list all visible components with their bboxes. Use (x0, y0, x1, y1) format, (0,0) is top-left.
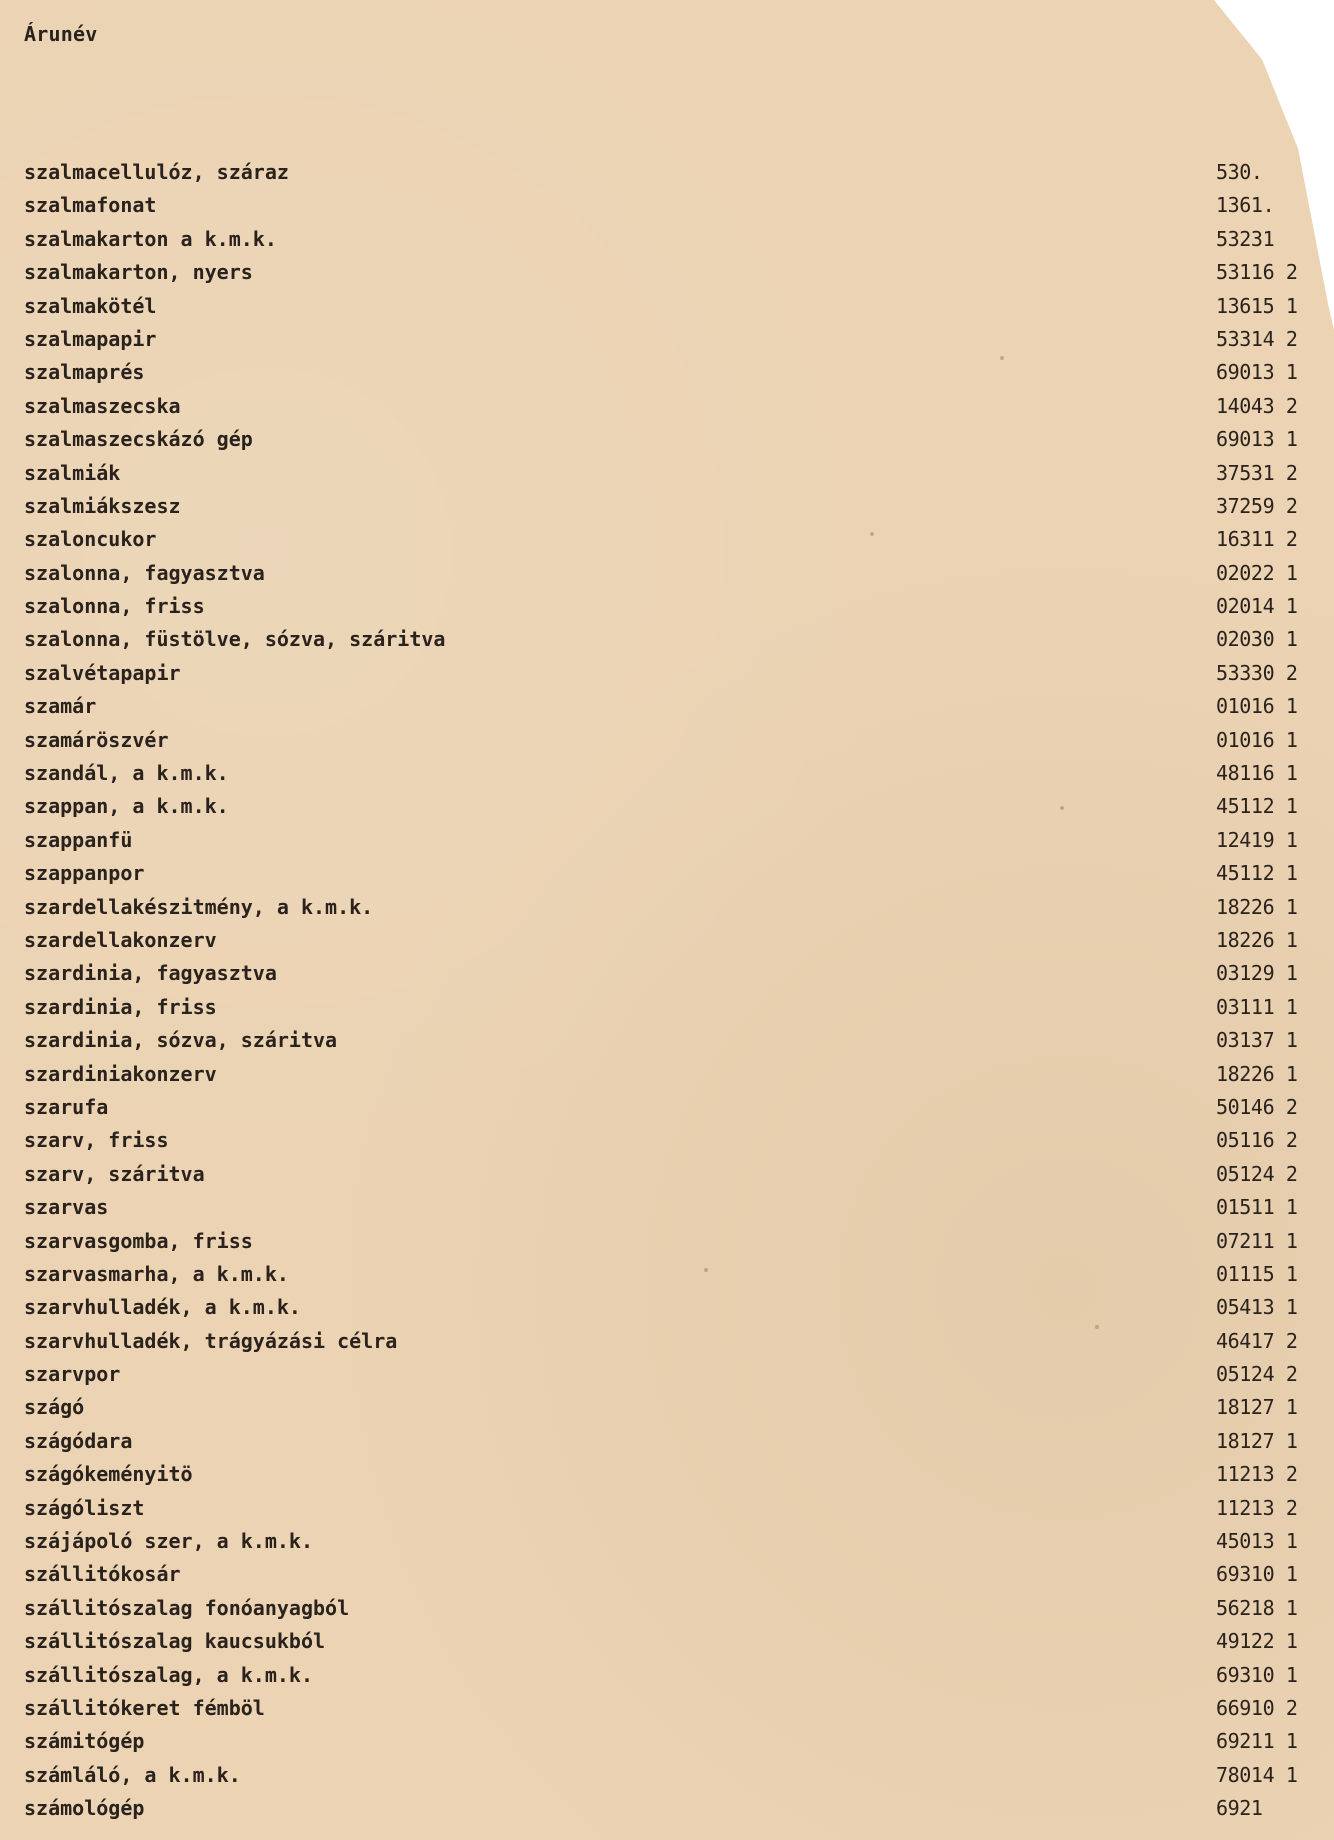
product-name: szardellakonzerv (24, 927, 217, 952)
list-item (24, 1258, 1334, 1291)
product-name: szardellakészitmény, a k.m.k. (24, 894, 374, 919)
list-item (24, 1625, 1334, 1658)
product-code: 48116 1 (1216, 761, 1298, 786)
paper-speck (1095, 1325, 1099, 1329)
product-code: 12419 1 (1216, 827, 1298, 852)
product-code: 05124 2 (1216, 1362, 1298, 1387)
product-code: 03129 1 (1216, 961, 1298, 986)
product-code: 13615 1 (1216, 293, 1298, 318)
product-name: számláló, a k.m.k. (24, 1762, 241, 1787)
list-item (24, 1458, 1334, 1491)
product-code: 53330 2 (1216, 660, 1298, 685)
product-code: 46417 2 (1216, 1328, 1298, 1353)
product-code: 69013 1 (1216, 360, 1298, 385)
product-name: szardiniakonzerv (24, 1061, 217, 1086)
product-code: 05413 1 (1216, 1295, 1298, 1320)
list-item (24, 490, 1334, 523)
list-item (24, 523, 1334, 556)
product-name: szalmakarton, nyers (24, 260, 253, 285)
list-item (24, 1425, 1334, 1458)
product-name: szállitószalag kaucsukból (24, 1629, 326, 1654)
product-code: 03111 1 (1216, 994, 1298, 1019)
list-item (24, 1558, 1334, 1591)
list-item (24, 390, 1334, 423)
product-code: 18226 1 (1216, 1061, 1298, 1086)
list-item (24, 657, 1334, 690)
product-name: számitógép (24, 1729, 145, 1754)
product-code: 02014 1 (1216, 594, 1298, 619)
product-name: szalmacellulóz, száraz (24, 160, 289, 184)
list-item (24, 1492, 1334, 1525)
product-name: szalonna, fagyasztva (24, 560, 265, 585)
product-name: szalmaszecska (24, 393, 181, 418)
product-code: 530. (1216, 160, 1263, 184)
list-item (24, 924, 1334, 957)
product-name: szállitószalag fonóanyagból (24, 1595, 350, 1620)
list-item (24, 1325, 1334, 1358)
list-item (24, 1191, 1334, 1224)
product-code: 78014 1 (1216, 1762, 1298, 1787)
product-code: 02022 1 (1216, 560, 1298, 585)
product-code: 16311 2 (1216, 527, 1298, 552)
product-name: szállitószalag, a k.m.k. (24, 1662, 313, 1687)
list-item (24, 957, 1334, 990)
product-name: szarv, száritva (24, 1161, 205, 1186)
list-item (24, 1091, 1334, 1124)
product-code: 01016 1 (1216, 694, 1298, 719)
product-name: szarvpor (24, 1362, 121, 1387)
product-name: szamáröszvér (24, 727, 169, 752)
list-item (24, 1725, 1334, 1758)
list-item (24, 991, 1334, 1024)
list-item (24, 290, 1334, 323)
list-item (24, 457, 1334, 490)
paper-speck (1060, 806, 1064, 810)
list-item (24, 1225, 1334, 1258)
product-code: 01511 1 (1216, 1195, 1298, 1220)
product-name: szágódara (24, 1428, 133, 1453)
list-item (24, 1158, 1334, 1191)
product-name: szalmafonat (24, 193, 157, 218)
product-code: 18127 1 (1216, 1395, 1298, 1420)
list-item (24, 1792, 1334, 1825)
list-item (24, 790, 1334, 823)
column-header: Árunév (24, 22, 98, 46)
list-item (24, 623, 1334, 656)
product-name: szarvas (24, 1195, 109, 1220)
product-name: szappan, a k.m.k. (24, 794, 229, 819)
product-name: szarvhulladék, a k.m.k. (24, 1295, 301, 1320)
list-item (24, 824, 1334, 857)
list-item (24, 724, 1334, 757)
product-code: 01115 1 (1216, 1261, 1298, 1286)
product-code: 37259 2 (1216, 493, 1298, 518)
product-name: szalmaszecskázó gép (24, 427, 253, 452)
product-name: szarvhulladék, trágyázási célra (24, 1328, 398, 1353)
product-name: szállitókosár (24, 1562, 181, 1587)
list-item (24, 757, 1334, 790)
product-code: 07211 1 (1216, 1228, 1298, 1253)
list-item (24, 1692, 1334, 1725)
product-code: 56218 1 (1216, 1595, 1298, 1620)
product-code: 45112 1 (1216, 794, 1298, 819)
product-code: 45112 1 (1216, 861, 1298, 886)
product-code: 66910 2 (1216, 1695, 1298, 1720)
list-item (24, 690, 1334, 723)
product-code: 11213 2 (1216, 1462, 1298, 1487)
list-item (24, 1592, 1334, 1625)
list-item (24, 156, 1334, 189)
list-item (24, 857, 1334, 890)
product-name: szalvétapapir (24, 660, 181, 685)
product-list (24, 156, 1334, 1826)
product-name: szappanfü (24, 827, 133, 852)
product-code: 69310 1 (1216, 1562, 1298, 1587)
list-item (24, 1124, 1334, 1157)
list-item (24, 590, 1334, 623)
list-item (24, 1358, 1334, 1391)
product-code: 01016 1 (1216, 727, 1298, 752)
product-name: szarvasgomba, friss (24, 1228, 253, 1253)
product-code: 6921 (1216, 1796, 1263, 1821)
product-code: 03137 1 (1216, 1028, 1298, 1053)
product-code: 53116 2 (1216, 260, 1298, 285)
product-name: szardinia, friss (24, 994, 217, 1019)
product-code: 18226 1 (1216, 894, 1298, 919)
list-item (24, 1659, 1334, 1692)
product-name: szamár (24, 694, 97, 719)
product-code: 69211 1 (1216, 1729, 1298, 1754)
list-item (24, 1291, 1334, 1324)
product-name: szágóliszt (24, 1495, 145, 1520)
list-item (24, 1391, 1334, 1424)
product-name: szalmiák (24, 460, 121, 485)
product-code: 69013 1 (1216, 427, 1298, 452)
product-name: szágókeményitö (24, 1462, 193, 1487)
list-item (24, 1058, 1334, 1091)
product-name: szalmakarton a k.m.k. (24, 226, 277, 251)
list-item (24, 423, 1334, 456)
product-name: szalmakötél (24, 293, 157, 318)
list-item (24, 356, 1334, 389)
product-code: 49122 1 (1216, 1629, 1298, 1654)
list-item (24, 323, 1334, 356)
product-name: szardinia, sózva, száritva (24, 1028, 338, 1053)
list-item (24, 223, 1334, 256)
product-code: 53314 2 (1216, 326, 1298, 351)
product-name: szágó (24, 1395, 85, 1420)
list-item (24, 1759, 1334, 1792)
list-item (24, 891, 1334, 924)
product-name: szalmaprés (24, 360, 145, 385)
list-item (24, 189, 1334, 222)
product-code: 02030 1 (1216, 627, 1298, 652)
product-code: 53231 (1216, 226, 1275, 251)
product-name: szarv, friss (24, 1128, 169, 1153)
list-item (24, 256, 1334, 289)
product-code: 05116 2 (1216, 1128, 1298, 1153)
product-name: szájápoló szer, a k.m.k. (24, 1529, 313, 1554)
product-name: számológép (24, 1796, 145, 1821)
product-name: szarufa (24, 1094, 109, 1119)
product-code: 18226 1 (1216, 927, 1298, 952)
product-code: 37531 2 (1216, 460, 1298, 485)
product-code: 05124 2 (1216, 1161, 1298, 1186)
product-code: 11213 2 (1216, 1495, 1298, 1520)
product-name: szállitókeret fémböl (24, 1695, 265, 1720)
product-name: szalonna, friss (24, 594, 205, 619)
list-item (24, 557, 1334, 590)
product-name: szandál, a k.m.k. (24, 761, 229, 786)
product-name: szalonna, füstölve, sózva, száritva (24, 627, 446, 652)
list-item (24, 1525, 1334, 1558)
product-name: szarvasmarha, a k.m.k. (24, 1261, 289, 1286)
product-code: 50146 2 (1216, 1094, 1298, 1119)
paper-speck (704, 1268, 708, 1272)
product-code: 14043 2 (1216, 393, 1298, 418)
product-code: 45013 1 (1216, 1529, 1298, 1554)
product-name: szalmapapir (24, 326, 157, 351)
paper-speck (870, 532, 874, 536)
product-code: 1361. (1216, 193, 1275, 218)
product-name: szaloncukor (24, 527, 157, 552)
paper-speck (1000, 356, 1004, 360)
product-name: szardinia, fagyasztva (24, 961, 277, 986)
product-code: 18127 1 (1216, 1428, 1298, 1453)
product-name: szappanpor (24, 861, 145, 886)
list-item (24, 1024, 1334, 1057)
product-code: 69310 1 (1216, 1662, 1298, 1687)
product-name: szalmiákszesz (24, 493, 181, 518)
